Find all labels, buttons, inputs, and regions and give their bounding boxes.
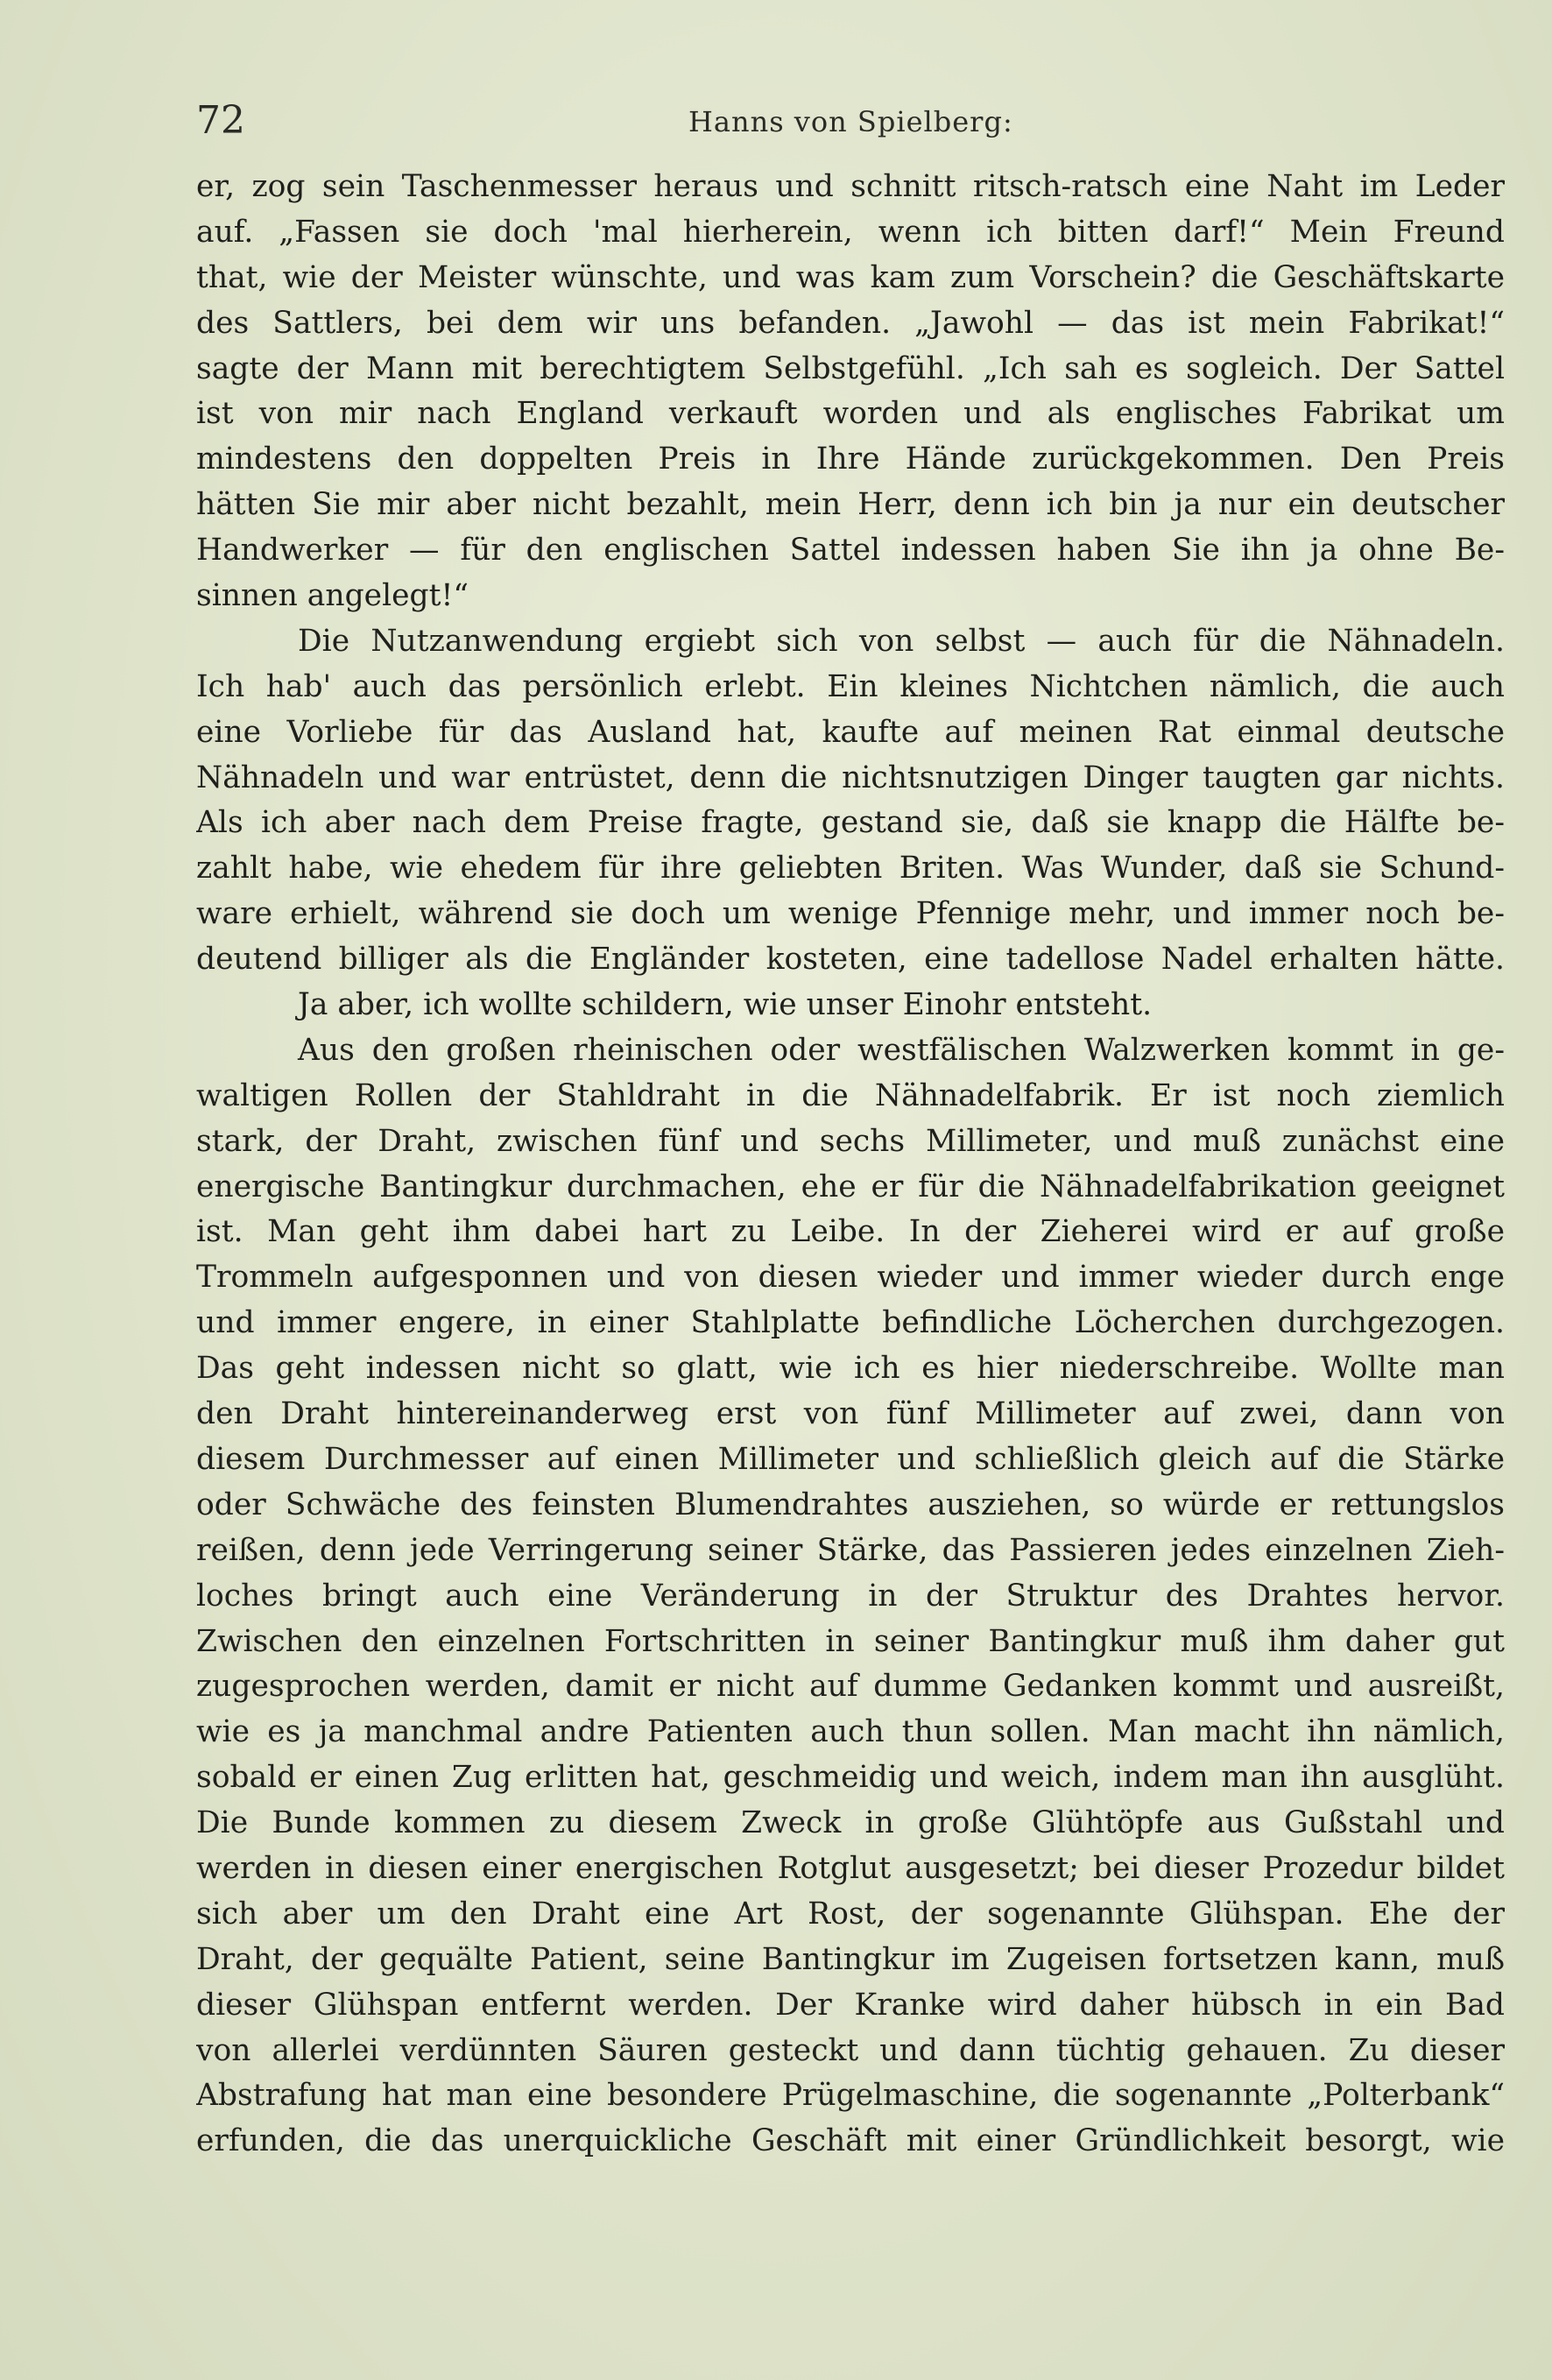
text-line: stark, der Draht, zwischen fünf und sechs Millimeter, und muß zunächst eine [196,1123,1505,1159]
text-line: dieser Glühspan entfernt werden. Der Kranke wird daher hübsch in ein Bad [196,1987,1505,2023]
text-line: Das geht indessen nicht so glatt, wie ich es hier niederschreibe. Wollte man [196,1351,1505,1387]
text-line: den Draht hintereinanderweg erst von fünf Millimeter auf zwei, dann von [196,1396,1505,1432]
text-line: energische Bantingkur durchmachen, ehe er für die Nähnadelfabrikation geeignet [196,1169,1505,1204]
text-line: hätten Sie mir aber nicht bezahlt, mein Herr, denn ich bin ja nur ein deutscher [196,487,1505,523]
text-line: zahlt habe, wie ehedem für ihre geliebten Briten. Was Wunder, daß sie Schund- [196,851,1505,886]
text-line: Draht, der gequälte Patient, seine Bantingkur im Zugeisen fortsetzen kann, muß [196,1941,1505,1977]
page-header [196,95,1510,147]
text-line: loches bringt auch eine Veränderung in der Struktur des Drahtes hervor. [196,1578,1505,1614]
text-line: sinnen angelegt!“ [196,578,469,614]
text-line: werden in diesen einer energischen Rotglut ausgesetzt; bei dieser Prozedur bildet [196,1850,1505,1886]
body-text [196,165,1505,2165]
text-line: waltigen Rollen der Stahldraht in die Nähnadelfabrik. Er ist noch ziemlich [196,1077,1505,1113]
text-line: und immer engere, in einer Stahlplatte befindliche Löcherchen durchgezogen. [196,1305,1505,1341]
text-line: Die Bunde kommen zu diesem Zweck in große Glühtöpfe aus Gußstahl und [196,1805,1505,1841]
text-line: reißen, denn jede Verringerung seiner Stärke, das Passieren jedes einzelnen Zieh- [196,1532,1505,1568]
text-line: Ich hab' auch das persönlich erlebt. Ein kleines Nichtchen nämlich, die auch [196,668,1505,704]
running-head: Hanns von Spielberg: [688,105,1013,138]
text-line: des Sattlers, bei dem wir uns befanden. „Jawohl — das ist mein Fabrikat!“ [196,305,1505,341]
text-line: sobald er einen Zug erlitten hat, geschmeidig und weich, indem man ihn ausglüht. [196,1760,1505,1796]
text-line: auf. „Fassen sie doch 'mal hierherein, wenn ich bitten darf!“ Mein Freund [196,214,1505,250]
text-line: Nähnadeln und war entrüstet, denn die nichtsnutzigen Dinger taugten gar nichts. [196,759,1505,795]
text-line: Zwischen den einzelnen Fortschritten in seiner Bantingkur muß ihm daher gut [196,1623,1505,1659]
text-line: eine Vorliebe für das Ausland hat, kaufte auf meinen Rat einmal deutsche [196,714,1505,750]
text-line: sich aber um den Draht eine Art Rost, der sogenannte Glühspan. Ehe der [196,1896,1505,1932]
text-line: diesem Durchmesser auf einen Millimeter und schließlich gleich auf die Stärke [196,1441,1505,1477]
text-line: mindestens den doppelten Preis in Ihre Hände zurückgekommen. Den Preis [196,441,1505,477]
text-line: ware erhielt, während sie doch um wenige Pfennige mehr, und immer noch be- [196,896,1505,932]
text-line: von allerlei verdünnten Säuren gesteckt und dann tüchtig gehauen. Zu dieser [196,2032,1505,2068]
text-line: Trommeln aufgesponnen und von diesen wieder und immer wieder durch enge [196,1260,1505,1296]
text-line: Die Nutzanwendung ergiebt sich von selbst — auch für die Nähnadeln. [298,623,1505,659]
text-line: that, wie der Meister wünschte, und was kam zum Vorschein? die Geschäftskarte [196,259,1505,295]
text-line: Ja aber, ich wollte schildern, wie unser Einohr entsteht. [298,987,1153,1023]
text-line: ist von mir nach England verkauft worden und als englisches Fabrikat um [196,396,1505,432]
text-line: sagte der Mann mit berechtigtem Selbstgefühl. „Ich sah es sogleich. Der Sattel [196,350,1505,386]
text-line: Abstrafung hat man eine besondere Prügelmaschine, die sogenannte „Polterbank“ [196,2078,1505,2114]
text-line: zugesprochen werden, damit er nicht auf dumme Gedanken kommt und ausreißt, [196,1669,1505,1705]
text-line: wie es ja manchmal andre Patienten auch thun sollen. Man macht ihn nämlich, [196,1714,1505,1750]
text-line: erfunden, die das unerquickliche Geschäft mit einer Gründlichkeit besorgt, wie [196,2123,1505,2159]
text-line: oder Schwäche des feinsten Blumendrahtes ausziehen, so würde er rettungslos [196,1487,1505,1522]
text-line: Aus den großen rheinischen oder westfälischen Walzwerken kommt in ge- [298,1032,1505,1068]
text-line: ist. Man geht ihm dabei hart zu Leibe. In der Zieherei wird er auf große [196,1214,1505,1250]
text-line: deutend billiger als die Engländer kosteten, eine tadellose Nadel erhalten hätte. [196,942,1505,978]
text-line: er, zog sein Taschenmesser heraus und schnitt ritsch-ratsch eine Naht im Leder [196,169,1505,204]
page-number: 72 [196,98,245,143]
text-line: Als ich aber nach dem Preise fragte, gestand sie, daß sie knapp die Hälfte be- [196,805,1505,841]
text-line: Handwerker — für den englischen Sattel indessen haben Sie ihn ja ohne Be- [196,533,1505,569]
